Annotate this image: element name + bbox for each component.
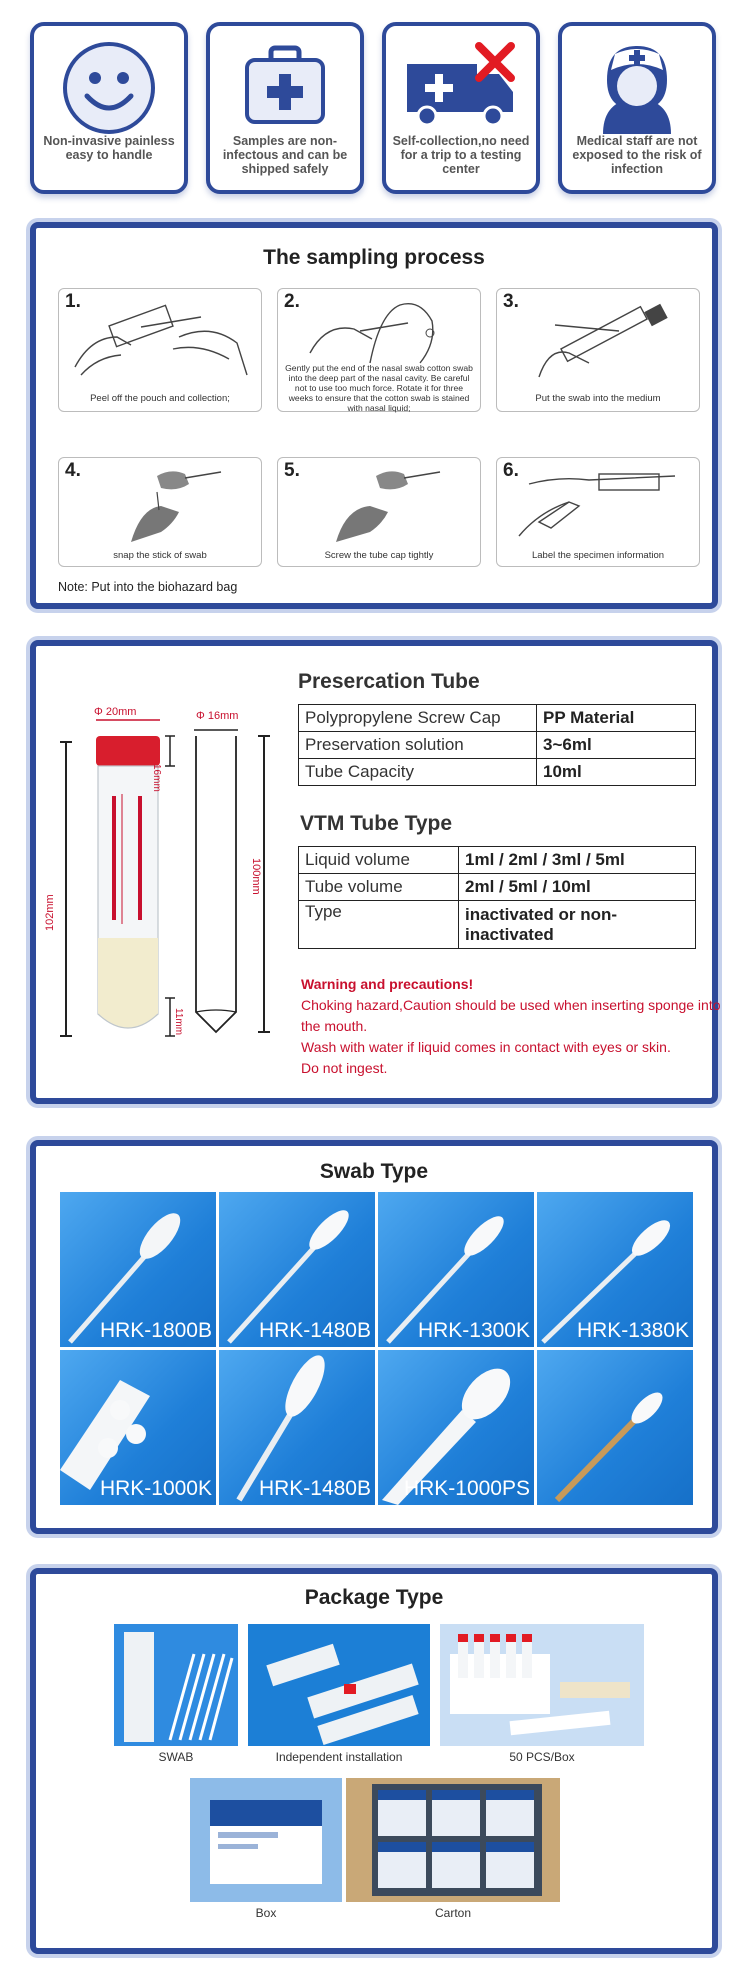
- swab-image-1000ps: [378, 1350, 534, 1505]
- swab-image-1480b-long: [219, 1350, 375, 1505]
- label-tube-illustration: [499, 462, 699, 542]
- feature-card-safe-shipping: [206, 22, 364, 194]
- step-number: 4.: [65, 460, 81, 481]
- package-caption: Independent installation: [275, 1750, 403, 1764]
- tube-spec-section: [30, 640, 721, 1104]
- box-of-tubes-photo: [440, 1624, 644, 1746]
- preservation-spec-table: [298, 704, 696, 786]
- spec-label: Preservation solution: [299, 732, 537, 759]
- nasal-swab-illustration: [280, 293, 480, 369]
- swab-model-label: HRK-1380K: [576, 1319, 689, 1342]
- step-number: 2.: [284, 291, 300, 312]
- sampling-step-2: [277, 288, 481, 412]
- swab-pack-photo: [114, 1624, 238, 1746]
- swab-model-label: HRK-1480B: [258, 1477, 371, 1500]
- spec-value: 2ml / 5ml / 10ml: [459, 874, 696, 901]
- dim-total-height: 102mm: [44, 894, 56, 931]
- package-type-section: [30, 1568, 718, 1954]
- spec-label: Tube Capacity: [299, 759, 537, 786]
- vtm-tube-title: VTM Tube Type: [300, 812, 453, 835]
- feature-text: Self-collection,no need for a trip to a testing center: [392, 134, 530, 176]
- table-row: [299, 705, 696, 732]
- spec-label: Type: [299, 901, 459, 949]
- step-number: 3.: [503, 291, 519, 312]
- swab-image-1000k: [60, 1350, 216, 1505]
- table-row: [299, 847, 696, 874]
- step-number: 1.: [65, 291, 81, 312]
- package-image-box: [190, 1778, 342, 1902]
- spec-label: Liquid volume: [299, 847, 459, 874]
- spec-value: PP Material: [537, 705, 696, 732]
- swab-type-section: [30, 1140, 718, 1534]
- table-row: [299, 732, 696, 759]
- spec-label: Polypropylene Screw Cap: [299, 705, 537, 732]
- package-image-carton: [346, 1778, 560, 1902]
- step-caption: Label the specimen information: [531, 550, 665, 561]
- sampling-note: Note: Put into the biohazard bag: [58, 580, 238, 594]
- step-caption: Gently put the end of the nasal swab cotton swab into the deep part of the nasal cavity. Be careful not to use too much force. Rotate it for three weeks to ensure that the cotton swab is stained with nasal liquid;: [285, 363, 473, 413]
- step-caption: Put the swab into the medium: [535, 393, 661, 404]
- screw-cap-illustration: [280, 462, 480, 542]
- package-caption: SWAB: [158, 1750, 194, 1764]
- feature-card-self-collection: [382, 22, 540, 194]
- dim-bottom-height: 11mm: [173, 1008, 184, 1036]
- smiley-face-icon: [61, 40, 157, 136]
- sampling-step-3: [496, 288, 700, 412]
- step-number: 5.: [284, 460, 300, 481]
- sampling-title: The sampling process: [263, 246, 485, 269]
- carton-photo: [346, 1778, 560, 1902]
- package-image-independent: [248, 1624, 430, 1746]
- swab-photo: [537, 1350, 693, 1505]
- swab-image-wooden: [537, 1350, 693, 1505]
- preservation-tube-diagram: [56, 698, 186, 1048]
- warning-title: Warning and precautions!: [301, 976, 474, 992]
- dim-tube-height: 100mm: [250, 858, 262, 895]
- feature-card-painless: [30, 22, 188, 194]
- sampling-step-6: [496, 457, 700, 567]
- sampling-step-1: [58, 288, 262, 412]
- warning-line: Choking hazard,Caution should be used when inserting sponge into the mouth.: [301, 997, 721, 1034]
- spec-value: 3~6ml: [537, 732, 696, 759]
- feature-text: Non-invasive painless easy to handle: [43, 134, 175, 162]
- step-number: 6.: [503, 460, 519, 481]
- swab-model-label: HRK-1000PS: [403, 1477, 530, 1500]
- package-caption: 50 PCS/Box: [509, 1750, 575, 1764]
- table-row: [299, 874, 696, 901]
- spec-value: 1ml / 2ml / 3ml / 5ml: [459, 847, 696, 874]
- medical-kit-icon: [237, 40, 333, 136]
- swab-into-medium-illustration: [499, 297, 699, 387]
- feature-text: Samples are non-infectous and can be shipped safely: [222, 134, 348, 176]
- table-row: [299, 759, 696, 786]
- swab-model-label: HRK-1800B: [99, 1319, 212, 1342]
- feature-text: Medical staff are not exposed to the risk of infection: [572, 134, 702, 176]
- dim-tube-diameter: Φ 16mm: [196, 710, 239, 722]
- snap-swab-illustration: [61, 462, 261, 542]
- swab-image-1800b: [60, 1192, 216, 1347]
- nurse-icon: [589, 40, 685, 136]
- package-image-50-box: [440, 1624, 644, 1746]
- vtm-spec-table: [298, 846, 696, 949]
- step-caption: snap the stick of swab: [113, 550, 207, 561]
- package-caption: Box: [255, 1906, 277, 1920]
- swab-model-label: HRK-1300K: [417, 1319, 530, 1342]
- independent-pack-photo: [248, 1624, 430, 1746]
- dim-cap-height: 16mm: [151, 764, 162, 792]
- ambulance-crossed-icon: [401, 40, 521, 136]
- warning-line: Wash with water if liquid comes in contact with eyes or skin.: [301, 1039, 671, 1055]
- spec-value: 10ml: [537, 759, 696, 786]
- spec-value: inactivated or non-inactivated: [459, 901, 696, 949]
- swab-model-label: HRK-1480B: [258, 1319, 371, 1342]
- swab-image-1380k: [537, 1192, 693, 1347]
- sampling-step-5: [277, 457, 481, 567]
- peel-pouch-illustration: [61, 297, 261, 387]
- step-caption: Peel off the pouch and collection;: [90, 393, 230, 404]
- swab-image-1480b: [219, 1192, 375, 1347]
- swab-image-1300k: [378, 1192, 534, 1347]
- sampling-process-section: [30, 222, 718, 609]
- swab-type-title: Swab Type: [319, 1160, 429, 1183]
- swab-model-label: HRK-1000K: [99, 1477, 212, 1500]
- feature-card-staff-safe: [558, 22, 716, 194]
- package-type-title: Package Type: [304, 1586, 444, 1609]
- package-caption: Carton: [434, 1906, 472, 1920]
- package-image-swab: [114, 1624, 238, 1746]
- warning-line: Do not ingest.: [301, 1060, 388, 1076]
- preservation-tube-title: Presercation Tube: [298, 670, 480, 693]
- table-row: [299, 901, 696, 949]
- retail-box-photo: [190, 1778, 342, 1902]
- vtm-tube-diagram: [186, 712, 276, 1052]
- spec-label: Tube volume: [299, 874, 459, 901]
- sampling-step-4: [58, 457, 262, 567]
- warning-block: [301, 974, 721, 1079]
- step-caption: Screw the tube cap tightly: [324, 550, 434, 561]
- dim-cap-diameter: Φ 20mm: [94, 706, 137, 718]
